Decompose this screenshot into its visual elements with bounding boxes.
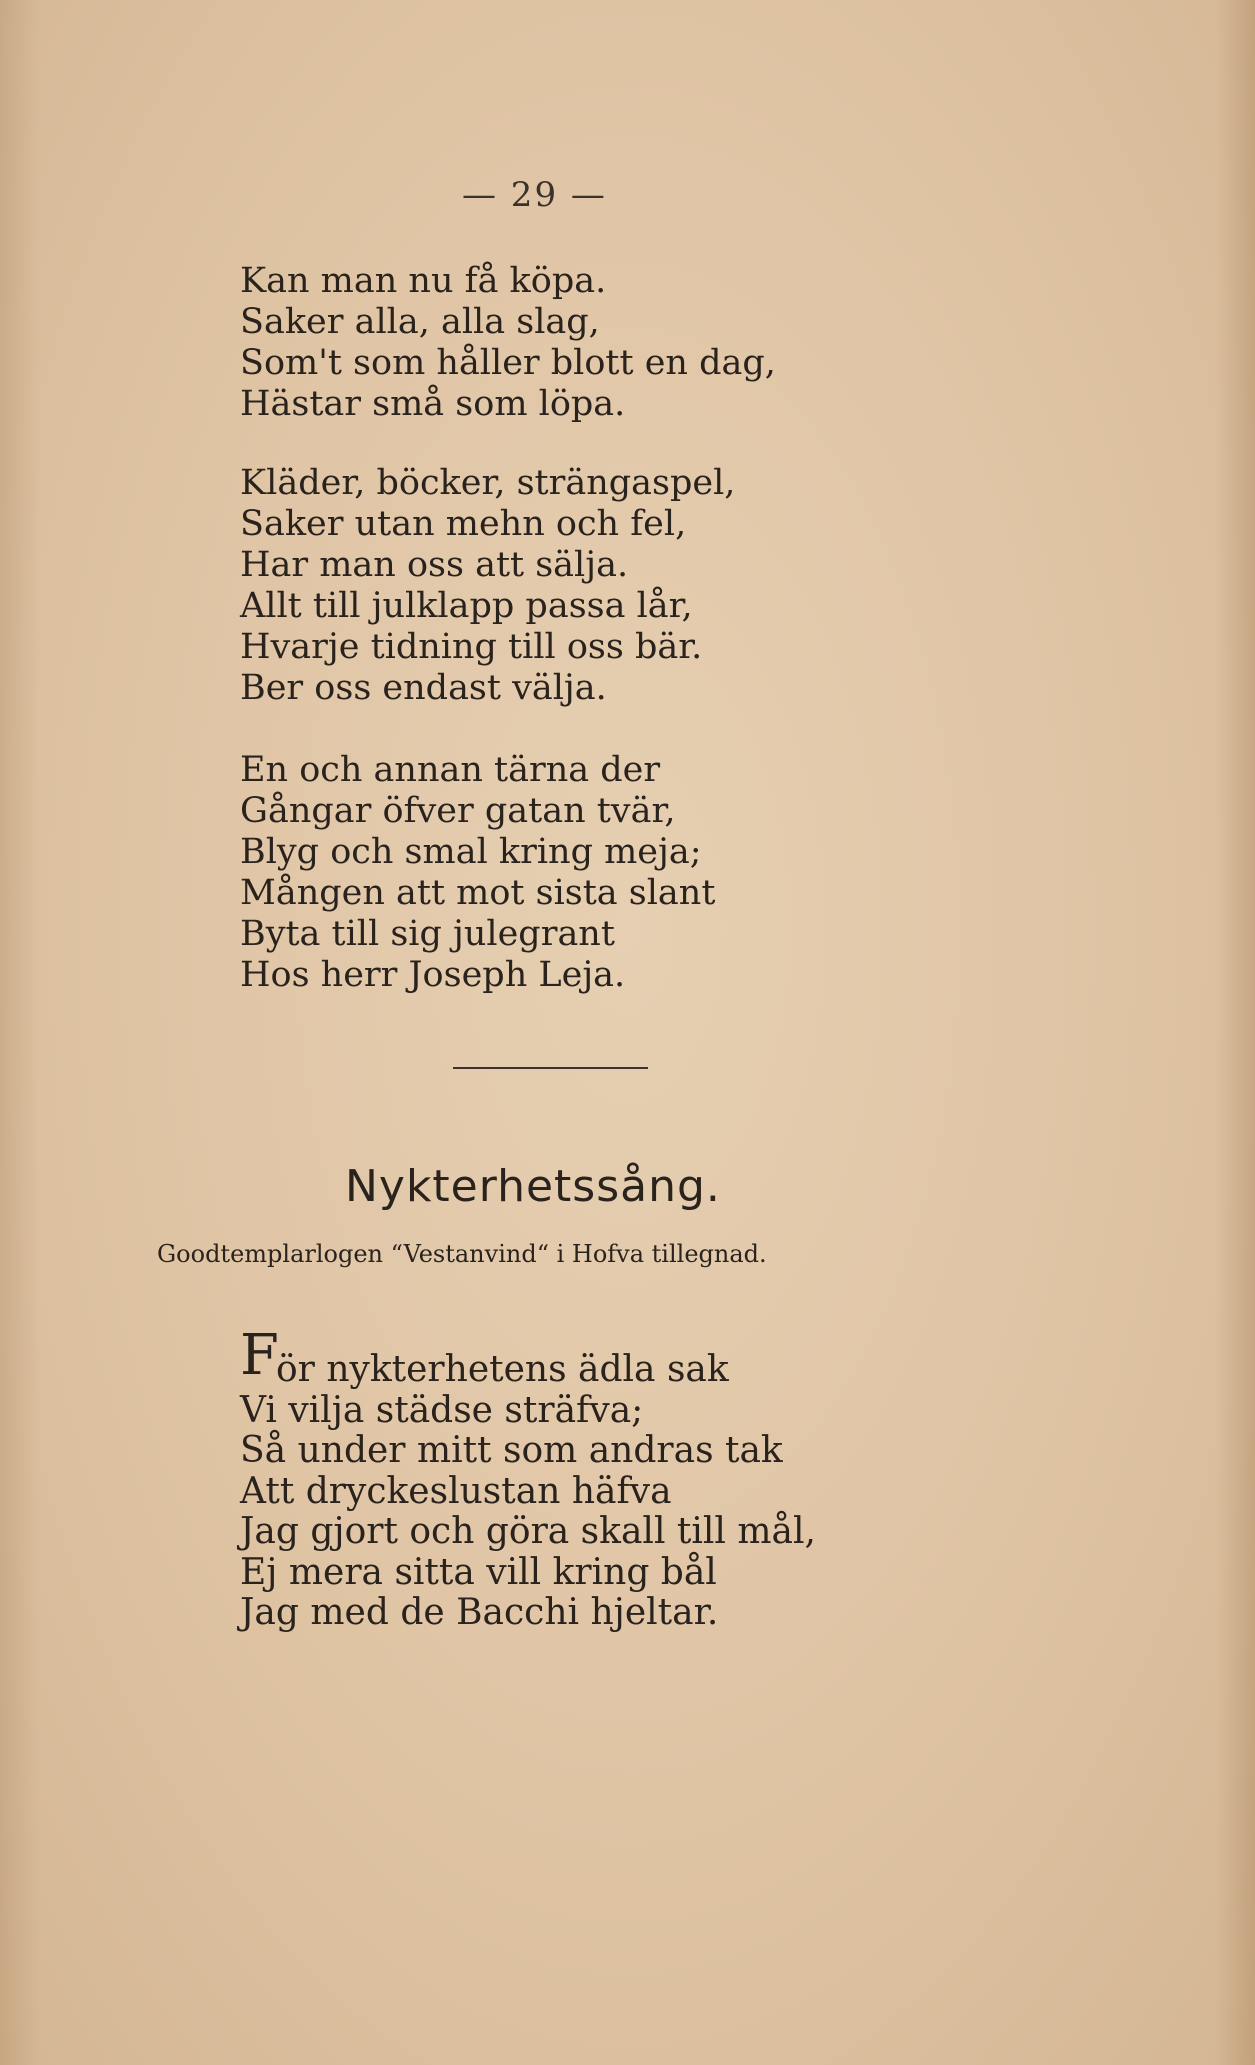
drop-capital: F [240,1323,279,1388]
verse-line: Saker utan mehn och fel, [240,504,687,544]
song-dedication: Goodtemplarlogen “Vestanvind“ i Hofva tillegnad. [157,1240,767,1268]
verse-line: Jag med de Bacchi hjeltar. [240,1592,719,1633]
page-edge-shadow-right [1215,0,1255,2065]
verse-line: Som't som håller blott en dag, [240,343,776,383]
verse-line: Ej mera sitta vill kring bål [240,1551,717,1593]
verse-line: Så under mitt som andras tak [240,1430,783,1471]
verse-line: Saker alla, alla slag, [240,302,600,342]
verse-line: Kan man nu få köpa. [240,261,607,301]
verse-line: Gångar öfver gatan tvär, [240,791,676,831]
verse-line: Allt till julklapp passa lår, [240,586,693,626]
verse-line: Vi vilja städse sträfva; [240,1389,644,1431]
verse-line-with-dropcap [240,1323,816,1391]
verse-line: Mången att mot sista slant [240,873,716,913]
verse-line: Blyg och smal kring meja; [240,832,702,872]
section-divider [453,1067,648,1069]
verse-line: Hvarje tidning till oss bär. [240,627,703,667]
verse-line: Hästar små som löpa. [240,384,626,424]
verse-line: Ber oss endast välja. [240,668,607,708]
song-stanza [240,1323,816,1634]
verse-line: Jag gjort och göra skall till mål, [240,1511,816,1552]
verse-line: En och annan tärna der [240,750,661,790]
verse-line-rest: ör nykterhetens ädla sak [276,1349,729,1390]
verse-line: Byta till sig julegrant [240,914,615,954]
stanza-2 [240,463,735,709]
verse-line: Har man oss att sälja. [240,545,629,585]
verse-line: Att dryckeslustan häfva [240,1470,672,1512]
stanza-3 [240,750,715,996]
page-edge-shadow-left [0,0,40,2065]
song-title: Nykterhetssång. [345,1161,721,1212]
verse-line: Kläder, böcker, strängaspel, [240,463,736,503]
verse-line: Hos herr Joseph Leja. [240,955,626,995]
stanza-1 [240,261,776,425]
page-number: — 29 — [462,175,607,215]
